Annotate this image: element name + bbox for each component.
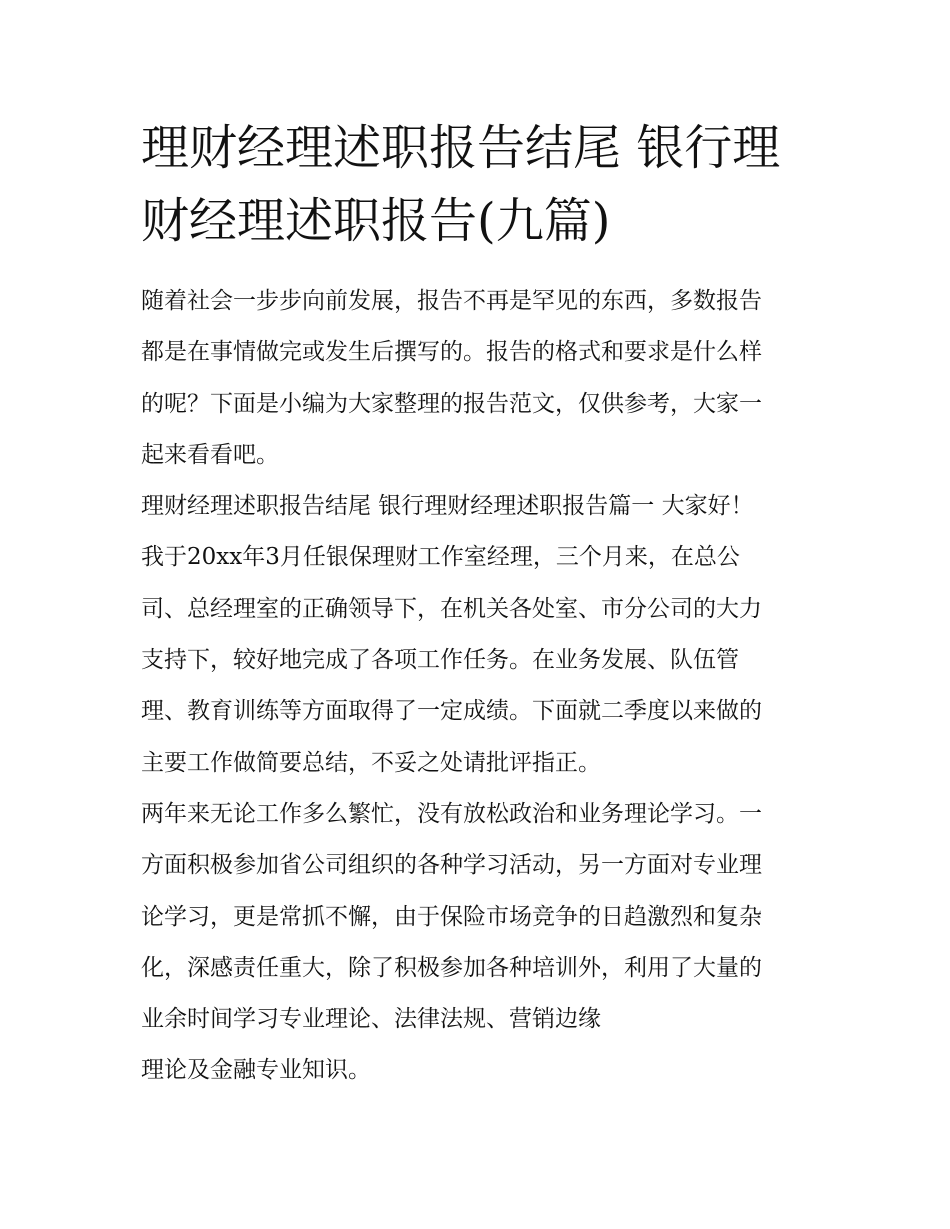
text-line: 司、总经理室的正确领导下，在机关各处室、市分公司的大力 xyxy=(141,595,762,622)
text-line: 理、教育训练等方面取得了一定成绩。下面就二季度以来做的 xyxy=(141,698,762,725)
paragraph-report-opening xyxy=(141,481,821,789)
text-line: 随着社会一步步向前发展，报告不再是罕见的东西，多数报告 xyxy=(141,288,762,314)
title-line-1: 理财经理述职报告结尾 银行理 xyxy=(141,120,781,176)
text-line: 理财经理述职报告结尾 银行理财经理述职报告篇一 大家好！ xyxy=(141,493,754,520)
text-line: 两年来无论工作多么繁忙，没有放松政治和业务理论学习。一 xyxy=(141,800,762,827)
text-line: 方面积极参加省公司组织的各种学习活动，另一方面对专业理 xyxy=(141,852,762,879)
text-line: 起来看看吧。 xyxy=(141,441,279,468)
document-title xyxy=(141,112,821,258)
text-line: 都是在事情做完或发生后撰写的。报告的格式和要求是什么样 xyxy=(141,339,762,366)
title-line-2: 财经理述职报告(九篇) xyxy=(141,193,611,249)
paragraph-closing xyxy=(141,1045,821,1096)
text-line: 化，深感责任重大，除了积极参加各种培训外，利用了大量的 xyxy=(141,954,762,981)
text-line: 支持下，较好地完成了各项工作任务。在业务发展、队伍管 xyxy=(141,647,739,674)
paragraph-intro xyxy=(141,276,821,481)
text-line: 论学习，更是常抓不懈，由于保险市场竞争的日趋激烈和复杂 xyxy=(141,903,762,930)
text-line: 我于20xx年3月任银保理财工作室经理，三个月来，在总公 xyxy=(141,544,740,571)
document-body xyxy=(141,276,821,1097)
text-line: 理论及金融专业知识。 xyxy=(141,1057,371,1084)
text-line: 业余时间学习专业理论、法律法规、营销边缘 xyxy=(141,1006,601,1033)
paragraph-study xyxy=(141,789,821,1045)
text-line: 主要工作做简要总结，不妥之处请批评指正。 xyxy=(141,749,601,776)
text-line: 的呢？下面是小编为大家整理的报告范文，仅供参考，大家一 xyxy=(141,390,762,417)
